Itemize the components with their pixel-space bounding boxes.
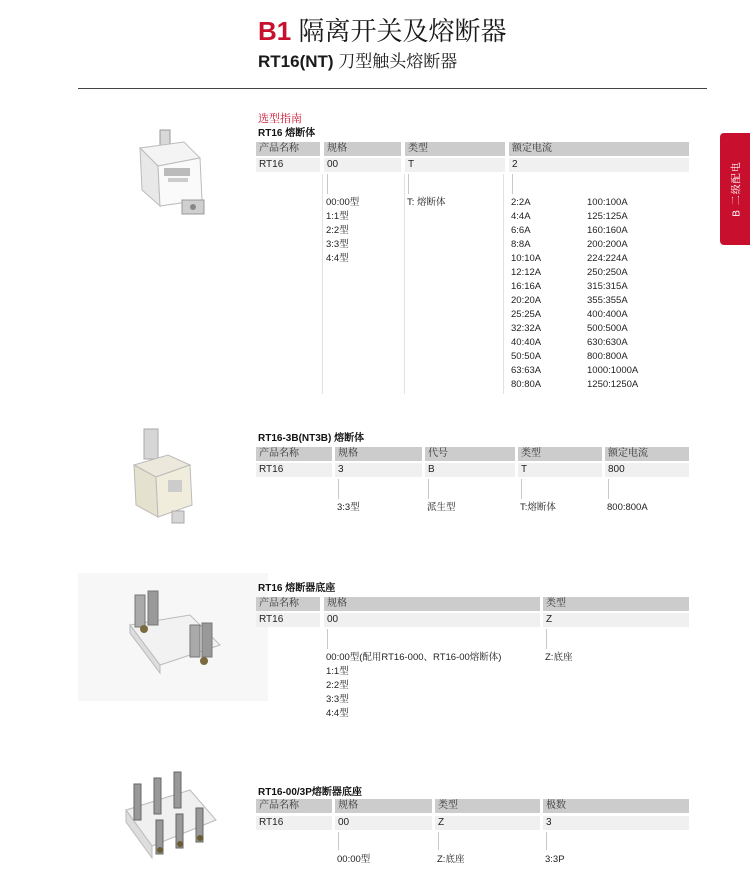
type-list: [407, 196, 446, 210]
col-header: 类型: [435, 799, 540, 813]
col-value: Z: [543, 613, 689, 627]
current-item: 16:16A: [511, 281, 542, 292]
current-item: 25:25A: [511, 309, 542, 320]
tick-line: [327, 629, 328, 649]
col-value: 3: [335, 463, 422, 477]
col-value: 3: [543, 816, 689, 830]
current-item: 800:800A: [587, 351, 628, 362]
spec-item: 1:1型: [326, 211, 349, 222]
current-item: 315:315A: [587, 281, 628, 292]
spec-item: 00:00型(配用RT16-000、RT16-00熔断体): [326, 652, 502, 663]
code-item: 派生型: [427, 502, 456, 513]
col-value: 00: [324, 158, 401, 172]
col-header: 产品名称: [256, 799, 332, 813]
current-item: 800:800A: [607, 502, 648, 513]
current-item: 200:200A: [587, 239, 628, 250]
tick-line: [428, 479, 429, 499]
col-value: RT16: [256, 816, 332, 830]
side-tab-label: B 二级配电: [731, 161, 743, 217]
type-item: T: 熔断体: [407, 197, 446, 208]
current-item: 1000:1000A: [587, 365, 639, 376]
current-item: 80:80A: [511, 379, 542, 390]
three-pole-base-image: [120, 770, 220, 868]
col-value: B: [425, 463, 515, 477]
spec-list: [326, 196, 359, 266]
spec-item: 1:1型: [326, 666, 349, 677]
current-item: 4:4A: [511, 211, 531, 222]
type-item: Z:底座: [545, 652, 573, 663]
nt3b-fuse-image: [128, 425, 210, 525]
current-item: 50:50A: [511, 351, 542, 362]
current-item: 100:100A: [587, 197, 628, 208]
current-item: 40:40A: [511, 337, 542, 348]
current-item: 500:500A: [587, 323, 628, 334]
col-value: 00: [335, 816, 432, 830]
col-header: 规格: [335, 447, 422, 461]
spec-item: 3:3型: [326, 239, 349, 250]
tick-line: [408, 174, 409, 194]
col-header: 代号: [425, 447, 515, 461]
tick-line: [338, 479, 339, 499]
current-item: 8:8A: [511, 239, 531, 250]
current-item: 63:63A: [511, 365, 542, 376]
tick-line: [546, 832, 547, 850]
col-header: 规格: [324, 597, 540, 611]
spec-item: 4:4型: [326, 708, 349, 719]
current-item: 6:6A: [511, 225, 531, 236]
page-subtitle: [258, 52, 457, 72]
current-item: 20:20A: [511, 295, 542, 306]
current-item: 10:10A: [511, 253, 542, 264]
col-header: 产品名称: [256, 142, 320, 156]
col-header: 额定电流: [605, 447, 689, 461]
tick-line: [338, 832, 339, 850]
col-header: 类型: [543, 597, 689, 611]
tick-line: [521, 479, 522, 499]
col-value: RT16: [256, 463, 332, 477]
current-item: 355:355A: [587, 295, 628, 306]
current-item: 160:160A: [587, 225, 628, 236]
column-divider: [503, 174, 504, 394]
section-title: RT16-3B(NT3B) 熔断体: [258, 433, 365, 444]
col-header: 类型: [518, 447, 602, 461]
current-list-2: [587, 196, 638, 392]
col-header: 额定电流: [509, 142, 689, 156]
header-divider: [78, 88, 707, 89]
section-title: RT16 熔断器底座: [258, 583, 336, 594]
col-value: T: [518, 463, 602, 477]
page-title: [258, 16, 507, 46]
subtitle-model: RT16(NT): [258, 52, 334, 71]
col-header: 规格: [335, 799, 432, 813]
col-header: 规格: [324, 142, 401, 156]
column-divider: [404, 174, 405, 394]
type-item: T:熔断体: [520, 502, 556, 513]
spec-item: 4:4型: [326, 253, 349, 264]
pole-item: 3:3P: [545, 854, 565, 865]
tick-line: [546, 629, 547, 649]
tick-line: [608, 479, 609, 499]
column-divider: [322, 174, 323, 394]
subtitle-text: 刀型触头熔断器: [338, 52, 458, 71]
col-value: RT16: [256, 158, 320, 172]
col-value: Z: [435, 816, 540, 830]
current-item: 630:630A: [587, 337, 628, 348]
spec-item: 2:2型: [326, 225, 349, 236]
current-list-1: [511, 196, 541, 392]
section-title: RT16 熔断体: [258, 128, 316, 139]
current-item: 224:224A: [587, 253, 628, 264]
guide-label: 选型指南: [258, 113, 302, 125]
col-value: 800: [605, 463, 689, 477]
spec-item: 3:3型: [337, 502, 360, 513]
col-value: 2: [509, 158, 689, 172]
current-item: 12:12A: [511, 267, 542, 278]
col-header: 产品名称: [256, 597, 320, 611]
current-item: 1250:1250A: [587, 379, 639, 390]
type-item: Z:底座: [437, 854, 465, 865]
current-item: 125:125A: [587, 211, 628, 222]
tick-line: [438, 832, 439, 850]
fuse-base-image: [120, 585, 230, 680]
col-value: RT16: [256, 613, 320, 627]
col-value: 00: [324, 613, 540, 627]
spec-item: 00:00型: [326, 197, 360, 208]
col-value: T: [405, 158, 505, 172]
spec-item: 2:2型: [326, 680, 349, 691]
section-code: B1: [258, 16, 292, 46]
current-item: 400:400A: [587, 309, 628, 320]
current-item: 2:2A: [511, 197, 531, 208]
col-header: 极数: [543, 799, 689, 813]
tick-line: [327, 174, 328, 194]
side-tab[interactable]: [720, 133, 750, 245]
current-item: 250:250A: [587, 267, 628, 278]
section-title: RT16-00/3P熔断器底座: [258, 787, 362, 798]
title-text: 隔离开关及熔断器: [298, 16, 507, 46]
col-header: 产品名称: [256, 447, 332, 461]
col-header: 类型: [405, 142, 505, 156]
current-item: 32:32A: [511, 323, 542, 334]
spec-list: [326, 651, 501, 721]
spec-item: 3:3型: [326, 694, 349, 705]
fuse-link-image: [128, 128, 220, 223]
spec-item: 00:00型: [337, 854, 371, 865]
tick-line: [512, 174, 513, 194]
